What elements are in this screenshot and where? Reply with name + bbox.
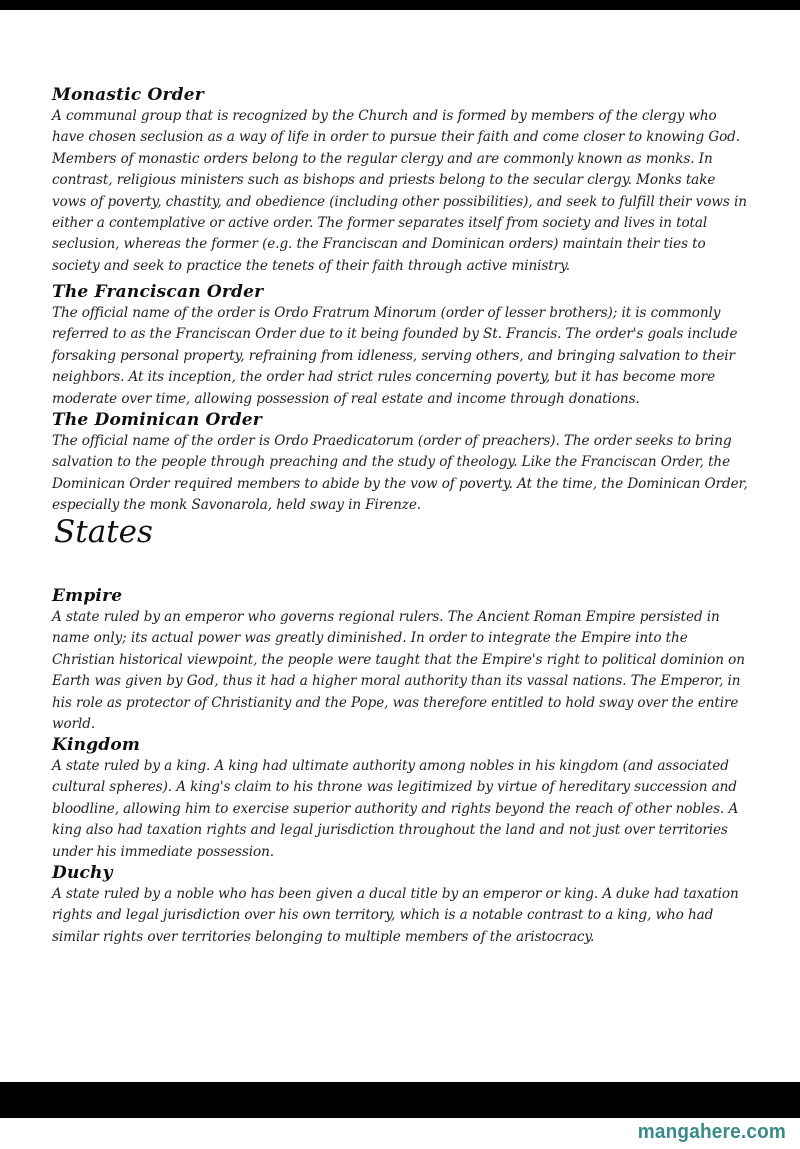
term-title: Monastic Order bbox=[52, 85, 204, 105]
term-definition-dominican-order: The official name of the order is Ordo Praedicatorum (order of preachers). The order seeks to bring salvation to the people through preaching and the study of theology. Like the Franciscan Order, the Dominican Order required members to abide by the vow of poverty. At the time, the Dominican Order, especially the monk Savonarola, held sway in Firenze. bbox=[52, 433, 748, 514]
term-title: Empire bbox=[52, 586, 123, 606]
term-definition-empire: A state ruled by an emperor who governs regional rulers. The Ancient Roman Empire persisted in name only; its actual power was greatly diminished. In order to integrate the Empire into the Christian historical viewpoint, the people were taught that the Empire's right to political dominion on Earth was given by God, thus it had a higher moral authority than its vassal nations. The Emperor, in his role as protector of Christianity and the Pope, was therefore entitled to hold sway over the entire world. bbox=[52, 609, 745, 733]
states-section-heading: States bbox=[54, 514, 153, 550]
term-heading-empire bbox=[52, 586, 752, 606]
term-title: The Franciscan Order bbox=[52, 282, 264, 302]
term-heading-monastic-order bbox=[52, 85, 752, 105]
term-definition-duchy: A state ruled by a noble who has been given a ducal title by an emperor or king. A duke had taxation rights and legal jurisdiction over his own territory, which is a notable contrast to a king, who had similar rights over territories belonging to multiple members of the aristocracy. bbox=[52, 886, 739, 945]
bottom-scan-border bbox=[0, 1082, 800, 1118]
term-title: Duchy bbox=[52, 863, 113, 883]
mangahere-watermark: mangahere.com bbox=[637, 1121, 786, 1143]
term-definition-monastic-order: A communal group that is recognized by the Church and is formed by members of the clergy who have chosen seclusion as a way of life in order to pursue their faith and come closer to knowing God. Members of monastic orders belong to the regular clergy and are commonly known as monks. In contrast, religious ministers such as bishops and priests belong to the secular clergy. Monks take vows of poverty, chastity, and obedience (including other possibilities), and seek to fulfill their vows in either a contemplative or active order. The former separates itself from society and lives in total seclusion, whereas the former (e.g. the Franciscan and Dominican orders) maintain their ties to society and seek to practice the tenets of their faith through active ministry. bbox=[52, 108, 747, 274]
term-heading-dominican-order bbox=[52, 410, 752, 430]
term-title: The Dominican Order bbox=[52, 410, 262, 430]
term-heading-franciscan-order bbox=[52, 282, 752, 302]
term-definition-franciscan-order: The official name of the order is Ordo Fratrum Minorum (order of lesser brothers); it is commonly referred to as the Franciscan Order due to it being founded by St. Francis. The order's goals include forsaking personal property, refraining from idleness, serving others, and bringing salvation to their neighbors. At its inception, the order had strict rules concerning poverty, but it has become more moderate over time, allowing possession of real estate and income through donations. bbox=[52, 305, 738, 407]
term-heading-kingdom bbox=[52, 735, 752, 755]
top-scan-border bbox=[0, 0, 800, 10]
term-title: Kingdom bbox=[52, 735, 141, 755]
term-heading-duchy bbox=[52, 863, 752, 883]
term-definition-kingdom: A state ruled by a king. A king had ultimate authority among nobles in his kingdom (and associated cultural spheres). A king's claim to his throne was legitimized by virtue of hereditary succession and bloodline, allowing him to exercise superior authority and rights beyond the reach of other nobles. A king also had taxation rights and legal jurisdiction throughout the land and not just over territories under his immediate possession. bbox=[52, 758, 739, 860]
